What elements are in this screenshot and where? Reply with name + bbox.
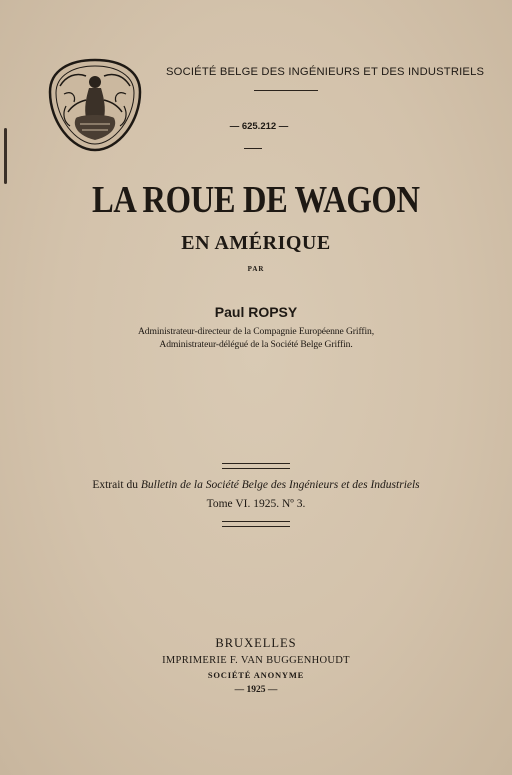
header-rule [254,90,318,91]
imprint-company-type: SOCIÉTÉ ANONYME [207,670,305,680]
issue-reference: Tome VI. 1925. Nº 3. [206,498,306,510]
imprint-year: — 1925 — [234,685,278,695]
author-role-2: Administrateur-délégué de la Société Belge Griffin. [159,339,353,350]
society-emblem-seal [46,56,144,154]
classification-number: — 625.212 — [229,121,289,132]
extract-prefix: Extrait du [92,479,138,491]
journal-title: Bulletin de la Société Belge des Ingénieurs et des Industriels [140,479,420,491]
document-subtitle: EN AMÉRIQUE [181,232,331,254]
author-name: Paul ROPSY [214,304,298,320]
author-role-1: Administrateur-directeur de la Compagnie Européenne Griffin, [137,326,375,337]
staple [4,128,7,184]
double-rule-top [222,463,290,469]
short-rule [244,148,262,149]
double-rule-bottom [222,521,290,527]
document-title: LA ROUE DE WAGON [91,179,420,221]
society-name: SOCIÉTÉ BELGE DES INGÉNIEURS ET DES INDUSTRIELS [166,66,485,78]
imprint-city: BRUXELLES [215,636,297,650]
by-label: PAR [247,265,265,273]
imprint-printer: IMPRIMERIE F. VAN BUGGENHOUDT [162,655,350,666]
extract-line [0,479,512,491]
